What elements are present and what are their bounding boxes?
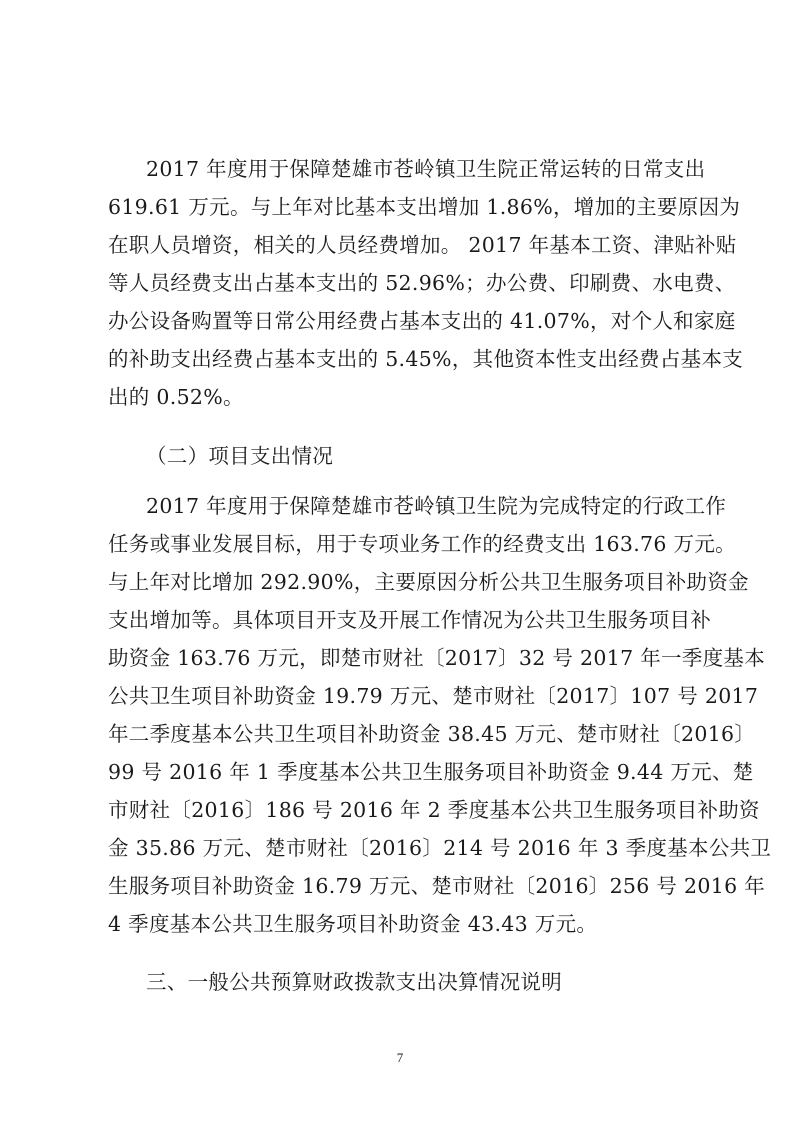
paragraph-line: 与上年对比增加 292.90%，主要原因分析公共卫生服务项目补助资金 [108, 570, 749, 594]
paragraph-line: 生服务项目补助资金 16.79 万元、楚市财社〔2016〕256 号 2016 年 [108, 874, 766, 898]
paragraph-line: 助资金 163.76 万元，即楚市财社〔2017〕32 号 2017 年一季度基本 [108, 646, 766, 670]
paragraph-line: 2017 年度用于保障楚雄市苍岭镇卫生院为完成特定的行政工作 [146, 494, 727, 518]
section-heading: 三、一般公共预算财政拨款支出决算情况说明 [146, 970, 562, 994]
paragraph-line: 办公设备购置等日常公用经费占基本支出的 41.07%，对个人和家庭 [108, 309, 736, 333]
section-heading: （二）项目支出情况 [146, 444, 334, 468]
paragraph-line: 2017 年度用于保障楚雄市苍岭镇卫生院正常运转的日常支出 [146, 157, 706, 181]
paragraph-line: 出的 0.52%。 [108, 385, 244, 409]
paragraph-line: 的补助支出经费占基本支出的 5.45%，其他资本性支出经费占基本支 [108, 347, 744, 371]
paragraph-line: 99 号 2016 年 1 季度基本公共卫生服务项目补助资金 9.44 万元、楚 [108, 760, 754, 784]
page-number: 7 [396, 1050, 404, 1065]
paragraph-line: 4 季度基本公共卫生服务项目补助资金 43.43 万元。 [108, 912, 598, 936]
paragraph-line: 支出增加等。具体项目开支及开展工作情况为公共卫生服务项目补 [108, 608, 712, 632]
paragraph-line: 在职人员增资，相关的人员经费增加。 2017 年基本工资、津贴补贴 [108, 233, 737, 257]
paragraph-line: 金 35.86 万元、楚市财社〔2016〕214 号 2016 年 3 季度基本公共卫 [108, 836, 772, 860]
paragraph-line: 619.61 万元。与上年对比基本支出增加 1.86%，增加的主要原因为 [108, 195, 741, 219]
paragraph-line: 等人员经费支出占基本支出的 52.96%；办公费、印刷费、水电费、 [108, 271, 736, 295]
paragraph-line: 市财社〔2016〕186 号 2016 年 2 季度基本公共卫生服务项目补助资 [108, 798, 760, 822]
paragraph-line: 年二季度基本公共卫生项目补助资金 38.45 万元、楚市财社〔2016〕 [108, 722, 756, 746]
paragraph-line: 任务或事业发展目标，用于专项业务工作的经费支出 163.76 万元。 [108, 532, 736, 556]
paragraph-line: 公共卫生项目补助资金 19.79 万元、楚市财社〔2017〕107 号 2017 [108, 684, 759, 708]
